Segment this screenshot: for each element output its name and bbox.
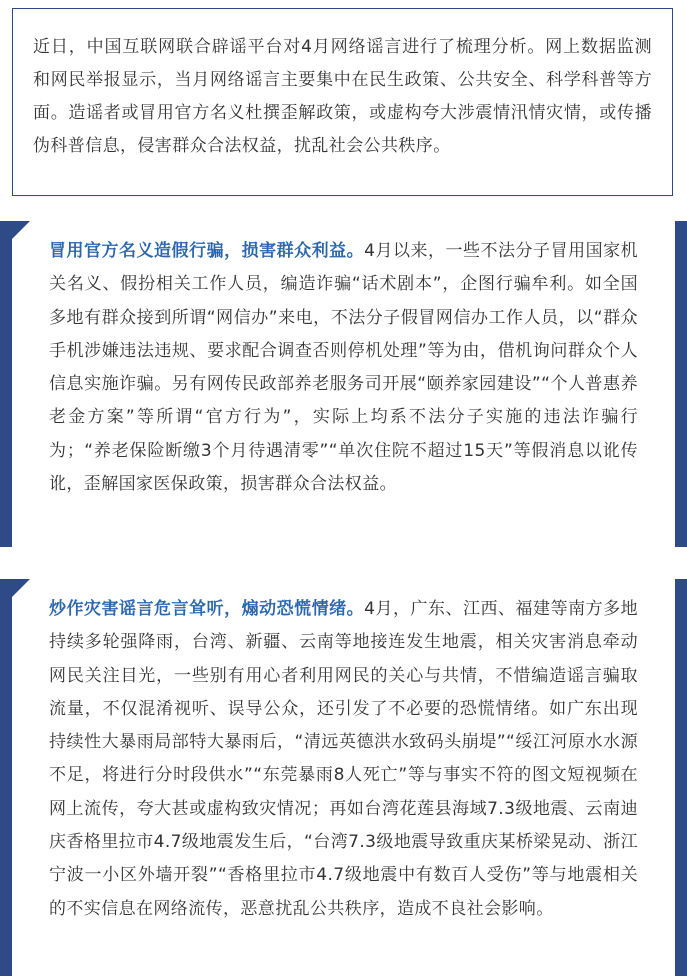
section-left-bar [0, 221, 12, 547]
section-heading: 冒用官方名义造假行骗，损害群众利益。 [49, 241, 365, 261]
section-body: 4月，广东、江西、福建等南方多地持续多轮强降雨，台湾、新疆、云南等地接连发生地震，相关灾害消息牵动网民关注目光，一些别有用心者利用网民的关心与共情，不惜编造谣言骗取流量，不仅混淆视听、误导公众，还引发了不必要的恐慌情绪。如广东出现持续性大暴雨局部特大暴雨后，“清远英德洪水致码头崩堤”“绥江河原水水源不足，将进行分时段供水”“东莞暴雨8人死亡”等与事实不符的图文短视频在网上流传，夸大甚或虚构致灾情况；再如台湾花莲县海域7.3级地震、云南迪庆香格里拉市4.7级地震发生后，“台湾7.3级地震导致重庆某桥梁晃动、浙江宁波一小区外墙开裂”“香格里拉市4.7级地震中有数百人受伤”等与地震相关的不实信息在网络流传，恶意扰乱公共秩序，造成不良社会影响。 [49, 599, 638, 919]
intro-box [12, 8, 673, 196]
section-paragraph [49, 235, 638, 501]
section-disaster-rumors [0, 579, 687, 976]
section-impersonation-fraud [0, 221, 687, 547]
intro-paragraph: 近日，中国互联网联合辟谣平台对4月网络谣言进行了梳理分析。网上数据监测和网民举报显示，当月网络谣言主要集中在民生政策、公共安全、科学科普等方面。造谣者或冒用官方名义杜撰歪解政策，或虚构夸大涉震情汛情灾情，或传播伪科普信息，侵害群众合法权益，扰乱社会公共秩序。 [33, 37, 652, 156]
section-right-bar [675, 579, 687, 976]
section-paragraph [49, 593, 638, 926]
section-right-bar [675, 221, 687, 547]
section-heading: 炒作灾害谣言危言耸听，煽动恐慌情绪。 [49, 599, 365, 619]
section-left-bar [0, 579, 12, 976]
section-corner-notch [12, 579, 30, 597]
section-corner-notch [12, 221, 30, 239]
section-body: 4月以来，一些不法分子冒用国家机关名义、假扮相关工作人员，编造诈骗“话术剧本”，企图行骗牟利。如全国多地有群众接到所谓“网信办”来电，不法分子假冒网信办工作人员，以“群众手机涉嫌违法违规、要求配合调查否则停机处理”等为由，借机询问群众个人信息实施诈骗。另有网传民政部养老服务司开展“颐养家园建设”“个人普惠养老金方案”等所谓“官方行为”，实际上均系不法分子实施的违法诈骗行为；“养老保险断缴3个月待遇清零”“单次住院不超过15天”等假消息以讹传讹，歪解国家医保政策，损害群众合法权益。 [49, 241, 638, 495]
